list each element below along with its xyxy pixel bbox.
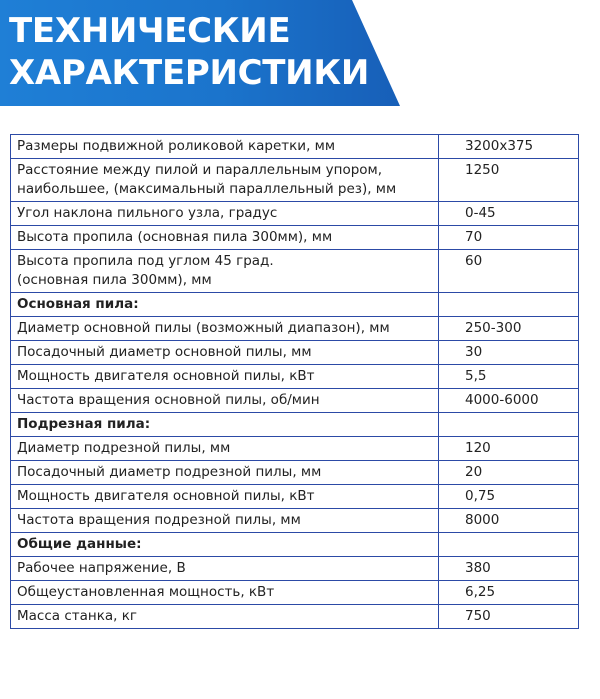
table-row: [11, 159, 579, 202]
spec-label: [11, 605, 439, 629]
spec-label: [11, 202, 439, 226]
section-heading: [11, 293, 439, 317]
spec-label: [11, 581, 439, 605]
spec-value: 250-300: [439, 317, 579, 341]
table-row: [11, 250, 579, 293]
spec-label: [11, 389, 439, 413]
table-section-row: [11, 533, 579, 557]
spec-label: [11, 135, 439, 159]
table-row: [11, 365, 579, 389]
spec-label: [11, 557, 439, 581]
spec-value: 380: [439, 557, 579, 581]
section-heading: [11, 533, 439, 557]
table-row: [11, 202, 579, 226]
spec-label-line: Основная пила:: [17, 296, 139, 312]
spec-value: [439, 533, 579, 557]
spec-value: 6,25: [439, 581, 579, 605]
spec-label: [11, 250, 439, 293]
table-row: [11, 226, 579, 250]
spec-value: 750: [439, 605, 579, 629]
spec-label-line: Высота пропила (основная пила 300мм), мм: [17, 229, 333, 245]
spec-label-line: Диаметр подрезной пилы, мм: [17, 440, 231, 456]
spec-label-line: Угол наклона пильного узла, градус: [17, 205, 278, 221]
specs-table-body: [11, 135, 579, 629]
table-section-row: [11, 293, 579, 317]
table-section-row: [11, 413, 579, 437]
table-row: [11, 437, 579, 461]
spec-label: [11, 509, 439, 533]
spec-label: [11, 461, 439, 485]
spec-value: 20: [439, 461, 579, 485]
spec-label-line: Общеустановленная мощность, кВт: [17, 584, 275, 600]
spec-label-line: Посадочный диаметр основной пилы, мм: [17, 344, 312, 360]
spec-value: 60: [439, 250, 579, 293]
spec-label-line: Диаметр основной пилы (возможный диапазон), мм: [17, 320, 390, 336]
spec-value: 120: [439, 437, 579, 461]
spec-label: [11, 365, 439, 389]
spec-label-line: Общие данные:: [17, 536, 142, 552]
spec-label-line: Масса станка, кг: [17, 608, 137, 624]
spec-value: 5,5: [439, 365, 579, 389]
spec-label: [11, 226, 439, 250]
spec-value: 0,75: [439, 485, 579, 509]
spec-value: 3200x375: [439, 135, 579, 159]
spec-label-line: Рабочее напряжение, В: [17, 560, 186, 576]
specs-table: [10, 134, 579, 629]
table-row: [11, 557, 579, 581]
spec-value: 4000-6000: [439, 389, 579, 413]
spec-label-line: Размеры подвижной роликовой каретки, мм: [17, 138, 336, 154]
spec-label-line: Расстояние между пилой и параллельным упором,: [17, 162, 383, 178]
spec-label-line: Высота пропила под углом 45 град.: [17, 253, 274, 269]
spec-label-line: Посадочный диаметр подрезной пилы, мм: [17, 464, 322, 480]
spec-label-line: Мощность двигателя основной пилы, кВт: [17, 368, 315, 384]
spec-label: [11, 437, 439, 461]
spec-label-line: Частота вращения основной пилы, об/мин: [17, 392, 320, 408]
table-row: [11, 581, 579, 605]
spec-value: 8000: [439, 509, 579, 533]
table-row: [11, 509, 579, 533]
spec-value: 0-45: [439, 202, 579, 226]
page-title-line-1: ТЕХНИЧЕСКИЕ: [9, 11, 291, 51]
spec-value: [439, 293, 579, 317]
spec-label-line: Мощность двигателя основной пилы, кВт: [17, 488, 315, 504]
page-title: [9, 10, 369, 94]
table-row: [11, 461, 579, 485]
table-row: [11, 135, 579, 159]
spec-label: [11, 341, 439, 365]
spec-label: [11, 317, 439, 341]
page-title-line-2: ХАРАКТЕРИСТИКИ: [9, 53, 369, 93]
spec-label: [11, 485, 439, 509]
spec-value: [439, 413, 579, 437]
spec-label-line: Частота вращения подрезной пилы, мм: [17, 512, 301, 528]
spec-value: 1250: [439, 159, 579, 202]
spec-value: 30: [439, 341, 579, 365]
spec-label-line: Подрезная пила:: [17, 416, 151, 432]
table-row: [11, 341, 579, 365]
table-row: [11, 389, 579, 413]
spec-label: [11, 159, 439, 202]
section-heading: [11, 413, 439, 437]
spec-label-line: наибольшее, (максимальный параллельный рез), мм: [17, 181, 397, 197]
spec-value: 70: [439, 226, 579, 250]
table-row: [11, 317, 579, 341]
table-row: [11, 485, 579, 509]
table-row: [11, 605, 579, 629]
spec-label-line: (основная пила 300мм), мм: [17, 272, 212, 288]
